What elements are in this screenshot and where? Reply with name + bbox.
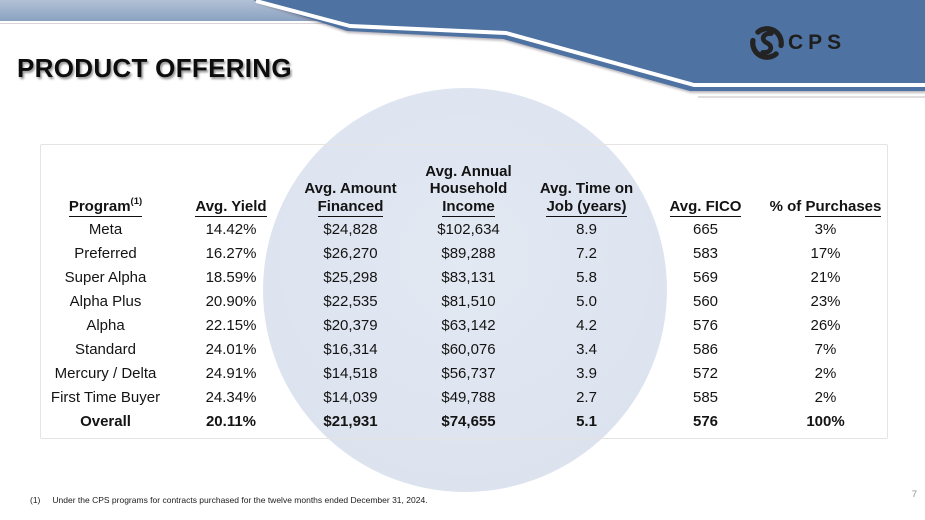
- table-cell: 21%: [810, 269, 841, 287]
- table-cell: $25,298: [323, 269, 378, 287]
- table-cell: $102,634: [437, 221, 500, 239]
- table-cell: 576: [692, 412, 719, 430]
- table-cell: 7.2: [576, 245, 597, 263]
- table-cell: 24.91%: [205, 364, 257, 382]
- table-cell: 7%: [814, 340, 837, 358]
- table-cell: 17%: [810, 245, 841, 263]
- column-header-program: Program$^{(1)}$: [68, 195, 143, 215]
- table-cell: 22.15%: [205, 317, 257, 334]
- column-header-avg-yield: Avg. Yield: [195, 197, 267, 215]
- table-cell: First Time Buyer: [50, 388, 161, 406]
- table-cell: 569: [692, 269, 719, 287]
- table-cell: 100%: [806, 412, 845, 430]
- table-cell: 4.2: [576, 317, 597, 334]
- table-row: [40, 266, 886, 290]
- table-cell: 560: [692, 293, 719, 311]
- table-cell: Alpha Plus: [69, 293, 142, 311]
- table-cell: $22,535: [323, 293, 378, 311]
- table-cell: Mercury / Delta: [54, 364, 157, 382]
- table-cell: 18.59%: [205, 269, 257, 287]
- column-header-avg-time-on-job: Avg. Time on Job (years): [539, 180, 634, 215]
- table-cell: 585: [692, 388, 719, 406]
- table-row: [40, 409, 886, 433]
- footnote-text: Under the CPS programs for contracts purchased for the twelve months ended December 31, 2024.: [52, 495, 428, 505]
- table-cell: 3.9: [576, 364, 597, 382]
- table-cell: 5.8: [576, 269, 597, 287]
- table-cell: $74,655: [441, 412, 496, 430]
- footnote-marker: (1): [30, 495, 41, 505]
- column-header-pct-of-purchases: % of Purchases: [769, 197, 882, 215]
- column-header-avg-fico: Avg. FICO: [669, 197, 742, 215]
- table-cell: $89,288: [441, 245, 496, 263]
- table-cell: 24.34%: [205, 388, 257, 406]
- table-cell: $63,142: [441, 317, 496, 334]
- table-cell: 583: [692, 245, 719, 263]
- table-header-row: [40, 146, 886, 218]
- table-cell: $49,788: [441, 388, 496, 406]
- table-cell: $14,039: [323, 388, 378, 406]
- cps-logo-text: CPS: [788, 31, 847, 54]
- table-cell: 14.42%: [205, 221, 257, 239]
- table-cell: 586: [692, 340, 719, 358]
- table-row: [40, 337, 886, 361]
- table-cell: $21,931: [323, 412, 378, 430]
- table-row: [40, 361, 886, 385]
- table-cell: 3.4: [576, 340, 597, 358]
- table-cell: 2.7: [576, 388, 597, 406]
- table-cell: Meta: [88, 221, 123, 239]
- table-cell: 24.01%: [205, 340, 257, 358]
- table-cell: 2%: [814, 364, 837, 382]
- table-row: [40, 314, 886, 338]
- table-cell: Standard: [75, 340, 136, 358]
- table-cell: 20.90%: [205, 293, 257, 311]
- table-cell: 26%: [810, 317, 841, 334]
- table-cell: Overall: [80, 412, 131, 430]
- table-row: [40, 385, 886, 409]
- table-cell: 572: [692, 364, 719, 382]
- table-cell: $14,518: [323, 364, 378, 382]
- footnote-superscript: (1): [130, 195, 143, 207]
- table-cell: $81,510: [441, 293, 496, 311]
- cps-logo: [748, 24, 846, 62]
- table-cell: 8.9: [576, 221, 597, 239]
- table-cell: Alpha: [86, 317, 125, 334]
- table-cell: 20.11%: [205, 412, 257, 430]
- table-cell: 3%: [814, 221, 837, 239]
- table-cell: 2%: [814, 388, 837, 406]
- cps-swirl-icon: [748, 24, 786, 62]
- page-number: 7: [911, 489, 917, 500]
- column-header-avg-amount-financed: Avg. Amount Financed: [304, 180, 397, 215]
- table-rows: [40, 218, 886, 433]
- footnote: [30, 495, 428, 505]
- table-cell: 5.0: [576, 293, 597, 311]
- table-cell: Super Alpha: [64, 269, 147, 287]
- table-cell: $83,131: [441, 269, 496, 287]
- table-cell: $24,828: [323, 221, 378, 239]
- table-cell: 576: [692, 317, 719, 334]
- table-row: [40, 290, 886, 314]
- table-cell: Preferred: [74, 245, 137, 263]
- table-cell: 16.27%: [205, 245, 257, 263]
- table-row: [40, 242, 886, 266]
- table-cell: $56,737: [441, 364, 496, 382]
- table-cell: $26,270: [323, 245, 378, 263]
- table-cell: $60,076: [441, 340, 496, 358]
- table-cell: 665: [692, 221, 719, 239]
- table-cell: 5.1: [576, 412, 597, 430]
- column-header-avg-annual-household-income: Avg. Annual Household Income: [425, 162, 512, 215]
- table-cell: $16,314: [323, 340, 378, 358]
- table-row: [40, 218, 886, 242]
- page-title: PRODUCT OFFERING: [17, 53, 292, 83]
- table-cell: $20,379: [323, 317, 378, 334]
- table-cell: 23%: [810, 293, 841, 311]
